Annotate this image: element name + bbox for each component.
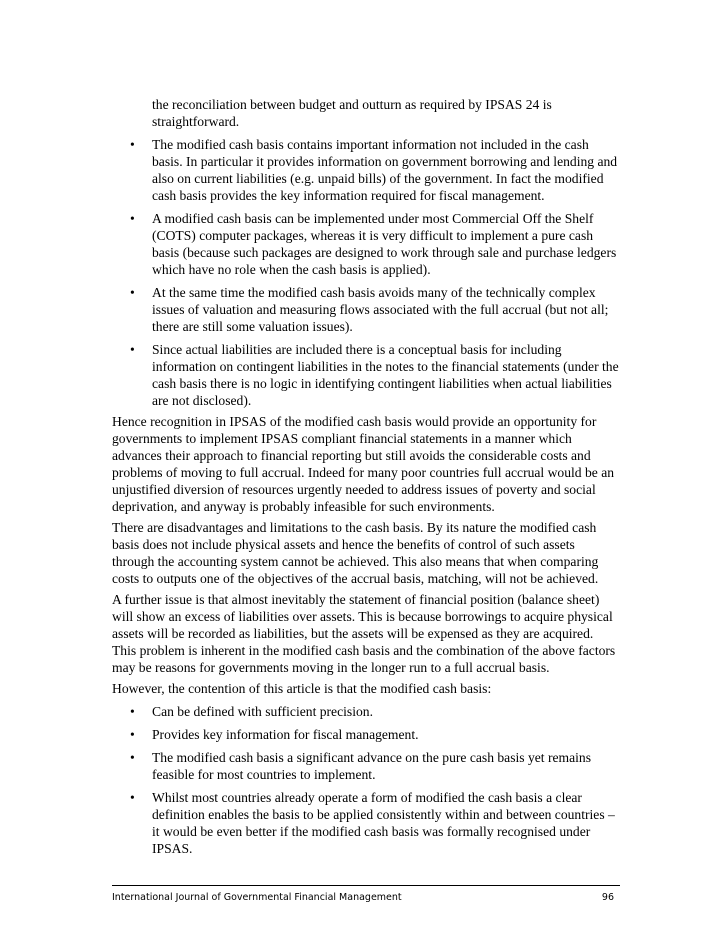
list-item-text: At the same time the modified cash basis avoids many of the technically complex issues of valuation and measuring flows associated with the full accrual (but not all; there are still some valuation issues). <box>152 285 609 334</box>
page-footer <box>112 885 620 906</box>
list-item <box>112 726 620 743</box>
journal-name: International Journal of Governmental Financial Management <box>112 892 402 903</box>
list-item-text: Can be defined with sufficient precision. <box>152 704 373 719</box>
paragraph: There are disadvantages and limitations to the cash basis. By its nature the modified cash basis does not include physical assets and hence the benefits of control of such assets through the accounting system cannot be achieved. This also means that when comparing costs to outputs one of the objectives of the accrual basis, matching, will not be achieved. <box>112 520 599 586</box>
list-item-text: The modified cash basis contains important information not included in the cash basis. In particular it provides information on government borrowing and lending and also on current liabilities (e.g. unpaid bills) of the government. In fact the modified cash basis provides the key information required for fiscal management. <box>152 137 618 203</box>
list-item-text: Whilst most countries already operate a form of modified the cash basis a clear definition enables the basis to be applied consistently within and between countries – it would be even better if the modified cash basis was formally recognised under IPSAS. <box>152 790 615 856</box>
bullet-list-contention <box>112 703 620 857</box>
bullet-icon: • <box>130 704 135 719</box>
bullet-list-advantages <box>112 136 620 409</box>
page-body <box>112 96 620 857</box>
bullet-icon: • <box>130 727 135 742</box>
bullet-icon: • <box>130 790 135 805</box>
list-item <box>112 284 620 335</box>
list-item <box>112 136 620 204</box>
bullet-icon: • <box>130 750 135 765</box>
list-item <box>112 749 620 783</box>
list-item-text: A modified cash basis can be implemented under most Commercial Off the Shelf (COTS) computer packages, whereas it is very difficult to implement a pure cash basis (because such packages are designed to work through sale and purchase ledgers which have no role when the cash basis is applied). <box>152 211 617 277</box>
list-item <box>112 341 620 409</box>
paragraph: Hence recognition in IPSAS of the modified cash basis would provide an opportunity for governments to implement IPSAS compliant financial statements in a manner which advances their approach to financial reporting but still avoids the considerable costs and problems of moving to full accrual. Indeed for many poor countries full accrual would be an unjustified diversion of resources urgently needed to address issues of poverty and social deprivation, and anyway is probably infeasible for such environments. <box>112 414 615 514</box>
page-number: 96 <box>601 892 614 903</box>
bullet-icon: • <box>130 342 135 357</box>
list-item-text: The modified cash basis a significant advance on the pure cash basis yet remains feasible for most countries to implement. <box>152 750 592 782</box>
bullet-icon: • <box>130 285 135 300</box>
bullet-icon: • <box>130 211 135 226</box>
list-item <box>112 703 620 720</box>
paragraph: However, the contention of this article is that the modified cash basis: <box>112 681 492 696</box>
list-item <box>112 789 620 857</box>
list-item-text: Since actual liabilities are included there is a conceptual basis for including information on contingent liabilities in the notes to the financial statements (under the cash basis there is no logic in identifying contingent liabilities when actual liabilities are not disclosed). <box>152 342 619 408</box>
bullet-continuation: the reconciliation between budget and outturn as required by IPSAS 24 is straightforward. <box>152 97 552 129</box>
bullet-icon: • <box>130 137 135 152</box>
list-item-text: Provides key information for fiscal management. <box>152 727 419 742</box>
paragraph: A further issue is that almost inevitably the statement of financial position (balance sheet) will show an excess of liabilities over assets. This is because borrowings to acquire physical assets will be recorded as liabilities, but the assets will be expensed as they are acquired. This problem is inherent in the modified cash basis and the combination of the above factors may be reasons for governments moving in the longer run to a full accrual basis. <box>112 592 616 675</box>
list-item <box>112 210 620 278</box>
